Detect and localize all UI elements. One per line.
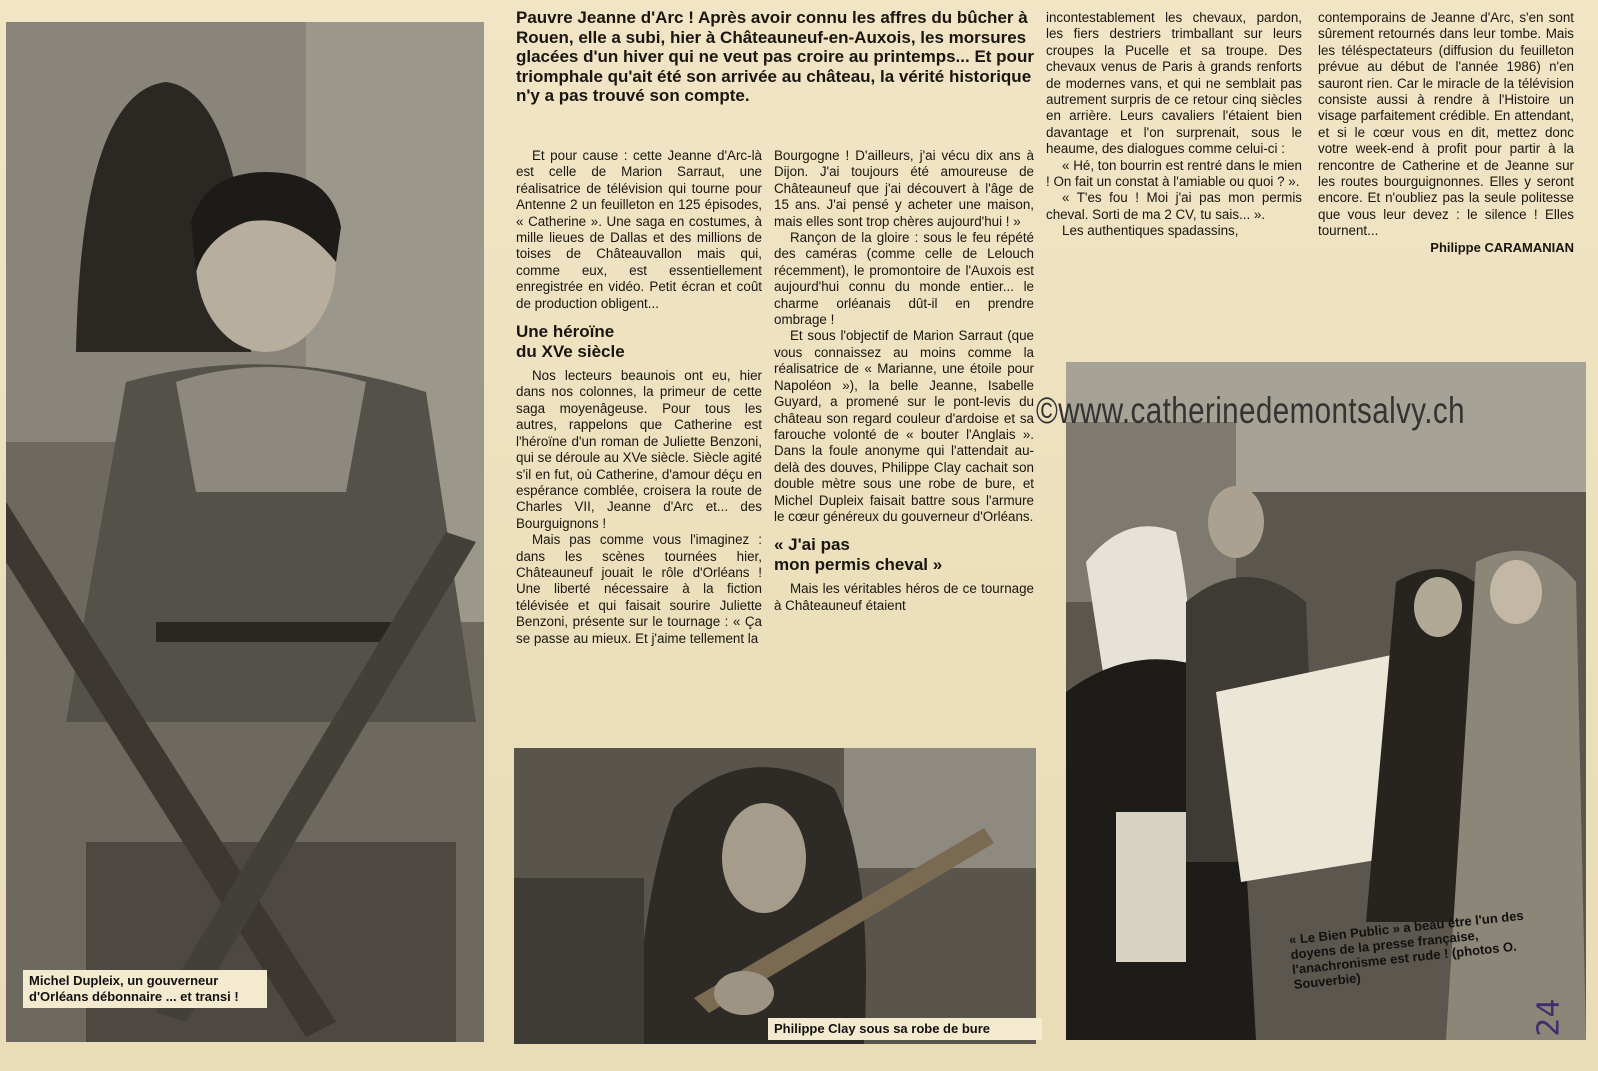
article-signature: Philippe CARAMANIAN <box>1430 239 1574 255</box>
subhead-permis <box>774 535 1034 575</box>
column-2-paragraph-3: Et sous l'objectif de Marion Sarraut (que vous connaissez au moins comme la réalisatrice de « Marianne, une étoile pour Napoléon »), la belle Jeanne, Isabelle Guyard, a promené sur le pont-levis du château son regard couleur d'ardoise et sa farouche volonté de « bouter l'Anglais ». Dans la foule anonyme qui l'attendait au-delà des douves, Philippe Clay cachait son double mètre sous une robe de bure, et Michel Dupleix faisait battre sous l'armure le cœur généreux du gouverneur d'Orléans. <box>774 328 1034 524</box>
column-3-paragraph-1: incontestablement les chevaux, pardon, les fiers destriers trimballant sur leurs croupes la Pucelle et sa troupe. Des chevaux venus de Paris à grands renforts de modernes vans, et qui ne semblait pas autrement surpris de ce retour cinq siècles en arrière. Leurs cavaliers l'étaient bien davantage et l'on surprenait, sous le heaume, des dialogues comme celui-ci : <box>1046 10 1302 157</box>
article-column-2 <box>774 148 1034 614</box>
article-column-4 <box>1318 10 1574 256</box>
column-1-paragraph-2: Nos lecteurs beaunois ont eu, hier dans nos colonnes, la primeur de cette saga moyenâgeuse. Pour tous les autres, rappelons que Catherine est l'héroïne d'un roman de Juliette Benzoni, qui se déroule au XVe siècle. Siècle agité s'il en fut, où Catherine, d'amour déçu en espérance comblée, croisera la route de Charles VII, Jeanne d'Arc et... des Bourguignons ! <box>516 368 762 531</box>
photo-clay <box>514 748 1036 1044</box>
subhead-heroine-line-1: Une héroïne <box>516 322 615 342</box>
photo-dupleix <box>6 22 484 1042</box>
column-2-paragraph-4: Mais les véritables héros de ce tournage à Châteauneuf étaient <box>774 581 1034 613</box>
caption-dupleix: Michel Dupleix, un gouverneur d'Orléans débonnaire ... et transi ! <box>23 970 267 1008</box>
photo-dupleix-art <box>6 22 484 1042</box>
article-column-3 <box>1046 10 1302 240</box>
column-3-paragraph-3: « T'es fou ! Moi j'ai pas mon permis cheval. Sorti de ma 2 CV, tu sais... ». <box>1046 190 1302 222</box>
column-3-paragraph-2: « Hé, ton bourrin est rentré dans le mien ! On fait un constat à l'amiable ou quoi ? ». <box>1046 157 1302 190</box>
column-1-paragraph-1: Et pour cause : cette Jeanne d'Arc-là est celle de Marion Sarraut, une réalisatrice de télévision qui tourne pour Antenne 2 un feuilleton en 125 épisodes, « Catherine ». Une saga en costumes, à mille lieues de Dallas et des millions de toises de Châteauvallon mais qui, comme eux, est essentiellement enregistrée en vidéo. Petit écran et coût de production obligent... <box>516 148 762 311</box>
article-column-1 <box>516 148 762 647</box>
column-1-paragraph-3: Mais pas comme vous l'imaginez : dans les scènes tournées hier, Châteauneuf jouait le rôle d'Orléans ! Une liberté nécessaire à la fiction télévisée et qui faisait sourire Juliette Benzoni, présente sur le tournage : « Ça se passe au mieux. Et j'aime tellement la <box>516 532 762 646</box>
copyright-watermark: ©www.catherinedemontsalvy.ch <box>1036 390 1465 431</box>
subhead-heroine-line-2: du XVe siècle <box>516 342 625 362</box>
column-2-paragraph-1: Bourgogne ! D'ailleurs, j'ai vécu dix ans à Dijon. J'ai toujours été amoureuse de Châteauneuf que j'ai découvert à l'âge de 15 ans. J'ai pensé y acheter une maison, mais elles sont trop chères aujourd'hui ! » <box>774 148 1034 229</box>
subhead-permis-line-1: « J'ai pas <box>774 535 850 555</box>
column-4-paragraph-1: contemporains de Jeanne d'Arc, s'en sont sûrement retournés dans leur tombe. Mais les téléspectateurs (diffusion du feuilleton prévue au début de l'année 1986) n'en sauront rien. Car le miracle de la télévision consiste aussi à rendre à l'Histoire un visage parfaitement crédible. En attendant, et si le cœur vous en dit, mettez donc votre week-end à profit pour partir à la rencontre de Catherine et de Jeanne sur les routes bourguignonnes. Elles y seront encore. Et n'oubliez pas la seule politesse que vous leur devez : le silence ! Elles tournent... <box>1318 10 1574 239</box>
page-number: 24 <box>1531 998 1567 1037</box>
subhead-heroine <box>516 322 762 362</box>
column-3-paragraph-4: Les authentiques spadassins, <box>1062 223 1239 239</box>
photo-clay-art <box>514 748 1036 1044</box>
article-lead: Pauvre Jeanne d'Arc ! Après avoir connu les affres du bûcher à Rouen, elle a subi, hier à Châteauneuf-en-Auxois, les morsures glacées d'un hiver qui ne veut pas croire au printemps... Et pour triomphale qu'ait été son arrivée au château, la vérité historique n'y a pas trouvé son compte. <box>516 8 1034 105</box>
column-2-paragraph-2: Rançon de la gloire : sous le feu répété des caméras (comme celle de Lelouch récemment), le promontoire de l'Auxois est aujourd'hui connu du monde entier... le charme orléanais dût-il en prendre ombrage ! <box>774 230 1034 328</box>
caption-clay: Philippe Clay sous sa robe de bure <box>768 1018 1042 1040</box>
subhead-permis-line-2: mon permis cheval » <box>774 555 943 575</box>
caption-bien-public: « Le Bien Public » a beau être l'un des doyens de la presse française, l'anachronisme est rude ! (photos O. Souverbie) <box>1288 907 1525 993</box>
